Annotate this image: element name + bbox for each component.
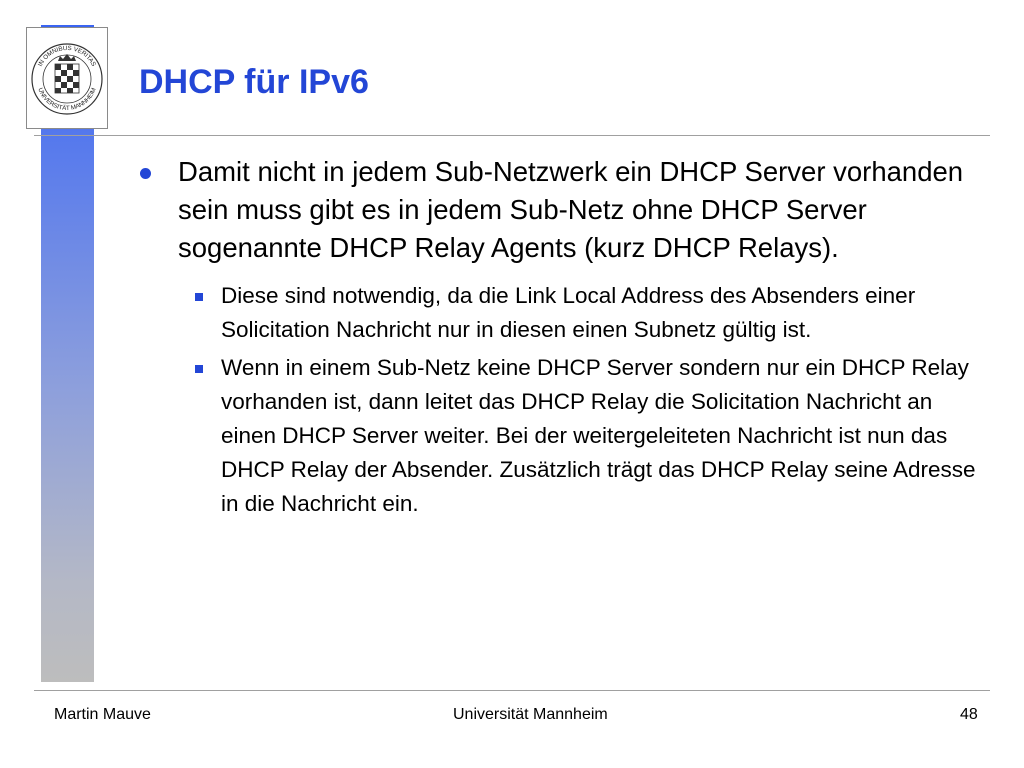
footer-institution: Universität Mannheim [453, 706, 608, 723]
sub-bullet-text: Wenn in einem Sub-Netz keine DHCP Server sondern nur ein DHCP Relay vorhanden ist, dann leitet das DHCP Relay die Solicitation Nachricht an einen DHCP Server weiter. Bei der weitergeleiteten Nachricht ist nun das DHCP Relay der Absender. Zusätzlich trägt das DHCP Relay seine Adresse in die Nachricht ein. [221, 355, 976, 516]
sub-bullet-item [221, 351, 987, 521]
slide-body [137, 153, 987, 521]
footer-author: Martin Mauve [54, 706, 151, 723]
footer-divider [34, 690, 990, 691]
sub-bullet-text: Diese sind notwendig, da die Link Local Address des Absenders einer Solicitation Nachricht nur in diesen einen Subnetz gültig ist. [221, 283, 916, 342]
slide-title: DHCP für IPv6 [139, 63, 369, 101]
square-bullet-icon [195, 365, 203, 373]
sub-bullet-list [137, 279, 987, 521]
sub-bullet-item [221, 279, 987, 347]
bullet-text: Damit nicht in jedem Sub-Netzwerk ein DHCP Server vorhanden sein muss gibt es in jedem Sub-Netz ohne DHCP Server sogenannte DHCP Relay Agents (kurz DHCP Relays). [178, 156, 964, 263]
svg-text:UNIVERSITÄT MANNHEIM: UNIVERSITÄT MANNHEIM [36, 86, 98, 113]
svg-text:IN OMNIBUS VERITAS: IN OMNIBUS VERITAS [36, 44, 98, 68]
title-divider [34, 135, 990, 136]
bullet-dot-icon [140, 168, 151, 179]
bullet-item [137, 153, 987, 267]
footer-page-number: 48 [960, 706, 978, 723]
seal-icon [27, 28, 107, 128]
square-bullet-icon [195, 293, 203, 301]
university-seal-logo [26, 27, 108, 129]
